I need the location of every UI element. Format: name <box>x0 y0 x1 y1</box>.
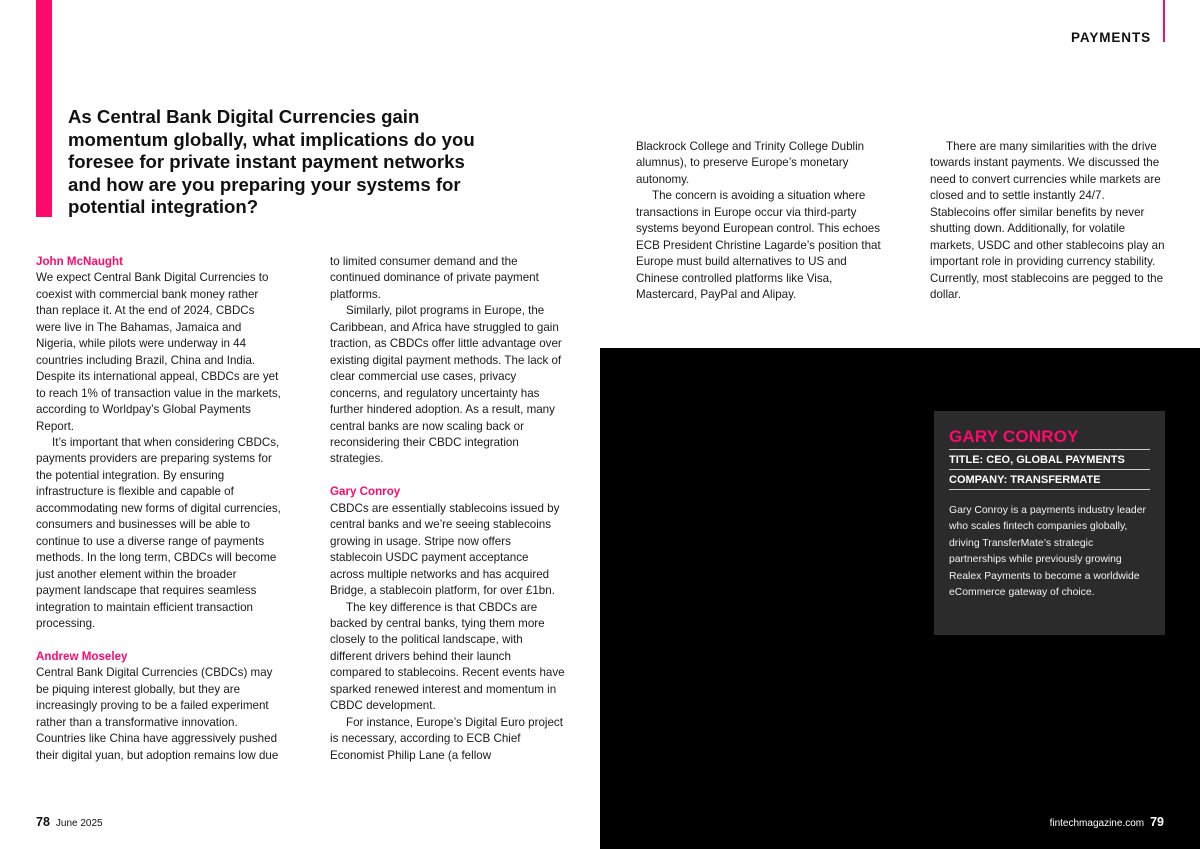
profile-bio: Gary Conroy is a payments industry leader who scales fintech companies globally, driving TransferMate’s strategic partnerships while previously growing Realex Payments to become a worldwide eCommerce gateway of choice. <box>949 505 1146 599</box>
footer-right <box>1050 815 1164 829</box>
accent-bar <box>36 0 52 217</box>
paragraph: CBDCs are essentially stablecoins issued by central banks and we’re seeing stablecoins growing in usage. Stripe now offers stablecoin USDC payment acceptance across multiple networks and has acquired Bridge, a stablecoin platform, for over £1bn. <box>330 501 560 598</box>
paragraph: It’s important that when considering CBDCs, payments providers are preparing systems for the potential integration. By ensuring infrastructure is flexible and capable of accommodating new forms of digital currencies, consumers and businesses will be able to continue to use a diverse range of payments methods. In the long term, CBDCs will become just another element within the broader payment landscape that requires seamless integration to maintain efficient transaction processing. <box>36 435 281 630</box>
speaker-name: John McNaught <box>36 255 123 268</box>
profile-name: GARY CONROY <box>949 427 1150 450</box>
paragraph: For instance, Europe’s Digital Euro project is necessary, according to ECB Chief Economist Philip Lane (a fellow <box>330 715 563 762</box>
footer-left <box>36 815 103 829</box>
article-column-3 <box>636 139 881 304</box>
paragraph: The key difference is that CBDCs are backed by central banks, tying them more closely to the political landscape, with different drivers behind their launch compared to stablecoins. Recent events have sparked renewed interest and momentum in CBDC development. <box>330 600 565 713</box>
article-column-4 <box>930 139 1165 304</box>
paragraph: Central Bank Digital Currencies (CBDCs) may be piquing interest globally, but they are increasingly proving to be a failed experiment rather than a transformative innovation. Countries like China have aggressively pushed their digital yuan, but adoption remains low due <box>36 666 279 762</box>
paragraph: The concern is avoiding a situation where transactions in Europe occur via third-party systems beyond European control. This echoes ECB President Christine Lagarde’s position that Europe must build alternatives to US and Chinese controlled platforms like Visa, Mastercard, PayPal and Alipay. <box>636 189 881 302</box>
paragraph: Blackrock College and Trinity College Dublin alumnus), to preserve Europe’s monetary autonomy. <box>636 140 865 186</box>
section-label: PAYMENTS <box>1071 30 1151 45</box>
paragraph: Similarly, pilot programs in Europe, the Caribbean, and Africa have struggled to gain traction, as CBDCs offer little advantage over existing digital payment methods. The lack of clear commercial use cases, privacy concerns, and regulatory uncertainty has further hindered adoption. As a result, many central banks are now scaling back or reconsidering their CBDC integration strategies. <box>330 304 562 466</box>
section-rule <box>1163 0 1165 42</box>
article-column-1 <box>36 254 281 764</box>
issue-date: June 2025 <box>55 818 103 829</box>
speaker-name: Gary Conroy <box>330 485 401 499</box>
profile-company: COMPANY: TRANSFERMATE <box>949 470 1150 490</box>
page-number: 79 <box>1150 815 1164 829</box>
speaker-name: Andrew Moseley <box>36 649 128 663</box>
article-column-2 <box>330 254 565 764</box>
site-url: fintechmagazine.com <box>1049 818 1145 829</box>
paragraph: There are many similarities with the drive towards instant payments. We discussed the need to convert currencies while markets are closed and to settle instantly 24/7. Stablecoins offer similar benefits by never shutting down. Additionally, for volatile markets, USDC and other stablecoins play an important role in providing currency stability. Currently, most stablecoins are pegged to the dollar. <box>930 140 1165 302</box>
profile-title: TITLE: CEO, GLOBAL PAYMENTS <box>949 450 1150 470</box>
page-number: 78 <box>36 815 50 829</box>
paragraph: We expect Central Bank Digital Currencies to coexist with commercial bank money rather than replace it. At the end of 2024, CBDCs were live in The Bahamas, Jamaica and Nigeria, while pilots were underway in 44 countries including Brazil, China and India. Despite its international appeal, CBDCs are yet to reach 1% of transaction value in the markets, according to Worldpay’s Global Payments Report. <box>36 271 281 433</box>
profile-card <box>934 411 1165 635</box>
paragraph: to limited consumer demand and the continued dominance of private payment platforms. <box>330 255 539 301</box>
headline-question: As Central Bank Digital Currencies gain momentum globally, what implications do you foresee for private instant payment networks and how are you preparing your systems for potential integration? <box>68 106 475 217</box>
